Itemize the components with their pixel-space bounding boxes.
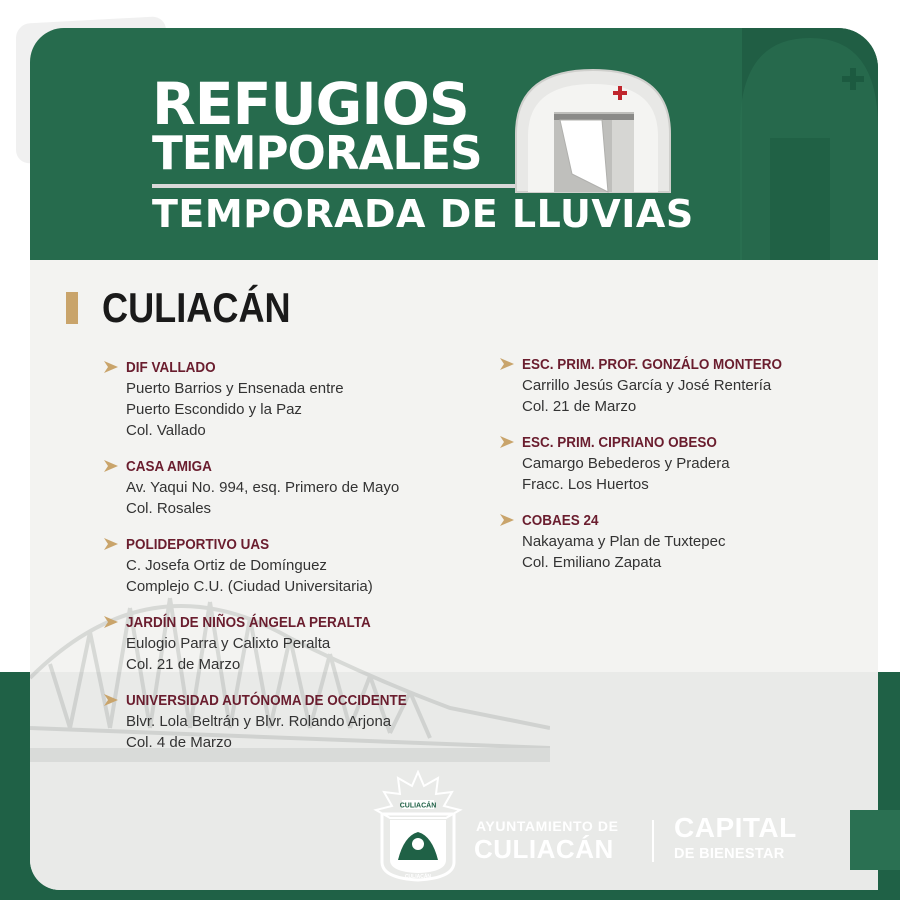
arrow-bullet-icon — [104, 616, 118, 628]
city-marker — [66, 292, 78, 324]
shelter-address-line: Av. Yaqui No. 994, esq. Primero de Mayo — [126, 479, 400, 496]
shelter-address-line: Complejo C.U. (Ciudad Universitaria) — [126, 578, 373, 595]
shelter-address-line: Col. Emiliano Zapata — [522, 554, 662, 571]
municipio-label: CULIACÁN — [474, 834, 614, 864]
arrow-bullet-icon — [500, 436, 514, 448]
shelters-right-column — [500, 355, 860, 589]
shelter-name: ESC. PRIM. PROF. GONZÁLO MONTERO — [522, 357, 782, 373]
shelter-name: UNIVERSIDAD AUTÓNOMA DE OCCIDENTE — [126, 693, 407, 709]
shelter-address-line: Nakayama y Plan de Tuxtepec — [522, 533, 726, 550]
shelter-address-line: Puerto Escondido y la Paz — [126, 401, 302, 418]
shelter-name: DIF VALLADO — [126, 360, 216, 376]
tent-shadow-icon — [730, 28, 878, 260]
footer-divider — [652, 820, 654, 862]
main-card — [30, 28, 878, 890]
shelter-address-line: Eulogio Parra y Calixto Peralta — [126, 635, 331, 652]
ayuntamiento-label: AYUNTAMIENTO DE — [476, 818, 619, 834]
arrow-bullet-icon — [500, 358, 514, 370]
shelter-entry — [104, 691, 444, 753]
title-line-2: TEMPORALES — [152, 126, 482, 180]
arrow-bullet-icon — [104, 460, 118, 472]
shelter-name: ESC. PRIM. CIPRIANO OBESO — [522, 435, 717, 451]
seal-bottom-text: CULIACÁN — [404, 874, 432, 880]
shelter-entry — [104, 457, 444, 519]
corner-accent — [850, 810, 900, 870]
tent-shelter-icon — [508, 64, 678, 194]
shelter-entry — [104, 613, 444, 675]
seal-top-text: CULIACÁN — [399, 802, 437, 810]
shelter-entry — [104, 358, 444, 441]
shelter-entry — [500, 433, 860, 495]
shelter-entry — [500, 355, 860, 417]
shelter-address-line: Col. Rosales — [126, 500, 212, 517]
shelter-address-line: Carrillo Jesús García y José Rentería — [522, 377, 772, 394]
capital-label: CAPITAL — [674, 812, 797, 843]
shelter-entry — [500, 511, 860, 573]
subtitle: TEMPORADA DE LLUVIAS — [152, 192, 694, 236]
shelter-address-line: Col. Vallado — [126, 422, 206, 439]
arrow-bullet-icon — [500, 514, 514, 526]
shelter-address-line: Col. 21 de Marzo — [126, 656, 241, 673]
shelter-address-line: Col. 21 de Marzo — [522, 398, 637, 415]
arrow-bullet-icon — [104, 361, 118, 373]
shelter-address-line: Col. 4 de Marzo — [126, 734, 232, 751]
header-banner — [30, 28, 878, 260]
shelter-name: COBAES 24 — [522, 513, 599, 529]
shelter-address-line: Fracc. Los Huertos — [522, 476, 649, 493]
shelters-left-column — [104, 358, 444, 769]
arrow-bullet-icon — [104, 694, 118, 706]
title-line-1: REFUGIOS — [152, 70, 469, 138]
arrow-bullet-icon — [104, 538, 118, 550]
municipal-seal-icon — [368, 770, 468, 882]
shelter-name: POLIDEPORTIVO UAS — [126, 537, 270, 553]
shelter-entry — [104, 535, 444, 597]
shelter-address-line: Camargo Bebederos y Pradera — [522, 455, 730, 472]
bienestar-label: DE BIENESTAR — [674, 846, 785, 862]
shelter-address-line: Puerto Barrios y Ensenada entre — [126, 380, 344, 397]
shelter-address-line: Blvr. Lola Beltrán y Blvr. Rolando Arjona — [126, 713, 392, 730]
footer-branding — [368, 770, 828, 880]
title-divider — [152, 184, 524, 188]
shelter-name: JARDÍN DE NIÑOS ÁNGELA PERALTA — [126, 615, 371, 631]
city-heading: CULIACÁN — [102, 284, 291, 331]
shelter-name: CASA AMIGA — [126, 459, 212, 475]
shelter-address-line: C. Josefa Ortiz de Domínguez — [126, 557, 327, 574]
